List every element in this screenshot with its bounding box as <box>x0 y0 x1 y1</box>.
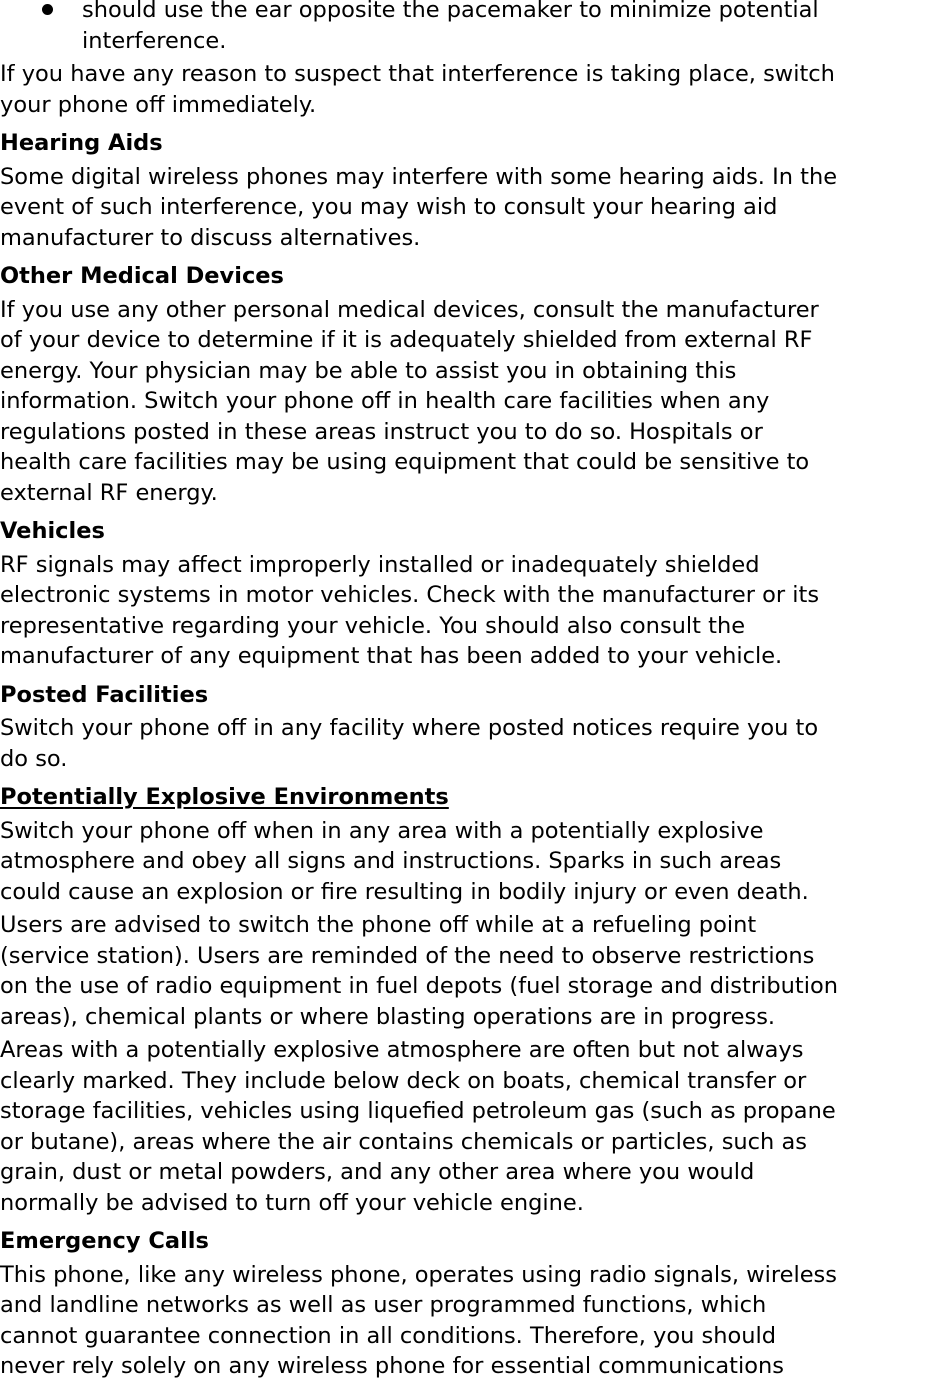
text-line: information. Switch your phone off in health care facilities when any <box>0 388 770 414</box>
text-line: energy. Your physician may be able to assist you in obtaining this <box>0 357 737 384</box>
text-line: Users are advised to switch the phone off while at a refueling point <box>0 912 757 938</box>
text-line: normally be advised to turn off your vehicle engine. <box>0 1189 584 1216</box>
text-line: of your device to determine if it is adequately shielded from external RF <box>0 327 813 353</box>
text-line: never rely solely on any wireless phone for essential communications <box>0 1353 784 1379</box>
explosive-paragraph-1 <box>0 816 938 908</box>
text-line: If you have any reason to suspect that interference is taking place, switch <box>0 61 835 87</box>
hearing-aids-paragraph <box>0 162 938 254</box>
section-heading-posted-facilities: Posted Facilities <box>0 681 209 708</box>
text-line: electronic systems in motor vehicles. Check with the manufacturer or its <box>0 582 820 608</box>
text-line: external RF energy. <box>0 479 218 506</box>
text-line: RF signals may affect improperly installed or inadequately shielded <box>0 551 760 578</box>
text-line: event of such interference, you may wish to consult your hearing aid <box>0 194 778 220</box>
text-line: do so. <box>0 745 68 772</box>
explosive-paragraph-3 <box>0 1035 938 1218</box>
text-line: atmosphere and obey all signs and instructions. Sparks in such areas <box>0 848 782 874</box>
section-heading-potentially-explosive-environments: Potentially Explosive Environments <box>0 784 449 810</box>
text-line: Switch your phone off when in any area with a potentially explosive <box>0 817 764 844</box>
section-heading-other-medical-devices: Other Medical Devices <box>0 263 284 289</box>
text-line: clearly marked. They include below deck on boats, chemical transfer or <box>0 1067 807 1094</box>
bullet-item <box>0 0 922 56</box>
text-line: or butane), areas where the air contains chemicals or particles, such as <box>0 1128 807 1155</box>
text-line: should use the ear opposite the pacemaker to minimize potential <box>82 0 819 23</box>
text-line: your phone off immediately. <box>0 91 317 118</box>
text-line: Some digital wireless phones may interfere with some hearing aids. In the <box>0 163 838 190</box>
text-line: could cause an explosion or fire resulting in bodily injury or even death. <box>0 878 809 905</box>
explosive-paragraph-2 <box>0 910 938 1032</box>
text-line: manufacturer to discuss alternatives. <box>0 224 421 251</box>
section-heading-emergency-calls: Emergency Calls <box>0 1228 209 1254</box>
vehicles-paragraph <box>0 550 938 672</box>
text-line: Areas with a potentially explosive atmosphere are often but not always <box>0 1037 804 1063</box>
text-line: areas), chemical plants or where blasting operations are in progress. <box>0 1003 776 1030</box>
text-line: This phone, like any wireless phone, operates using radio signals, wireless <box>0 1261 838 1288</box>
text-line: and landline networks as well as user programmed functions, which <box>0 1292 767 1318</box>
text-line: Switch your phone off in any facility where posted notices require you to <box>0 715 819 741</box>
text-line: regulations posted in these areas instruct you to do so. Hospitals or <box>0 418 763 445</box>
medical-devices-paragraph <box>0 295 938 509</box>
text-line: grain, dust or metal powders, and any other area where you would <box>0 1159 755 1185</box>
section-heading-vehicles: Vehicles <box>0 518 105 544</box>
section-heading-hearing-aids: Hearing Aids <box>0 130 163 156</box>
text-line: storage facilities, vehicles using liquefied petroleum gas (such as propane <box>0 1098 836 1124</box>
text-line: (service station). Users are reminded of the need to observe restrictions <box>0 942 815 969</box>
text-line: health care facilities may be using equipment that could be sensitive to <box>0 449 810 475</box>
text-line: cannot guarantee connection in all conditions. Therefore, you should <box>0 1322 777 1349</box>
bullet-dot-icon <box>42 4 53 15</box>
emergency-calls-paragraph <box>0 1260 938 1382</box>
text-line: representative regarding your vehicle. You should also consult the <box>0 612 746 639</box>
text-line: manufacturer of any equipment that has been added to your vehicle. <box>0 643 783 669</box>
text-line: on the use of radio equipment in fuel depots (fuel storage and distribution <box>0 973 838 999</box>
text-line: interference. <box>82 27 227 54</box>
intro-paragraph <box>0 59 938 120</box>
posted-facilities-paragraph <box>0 713 938 774</box>
text-line: If you use any other personal medical devices, consult the manufacturer <box>0 296 819 323</box>
